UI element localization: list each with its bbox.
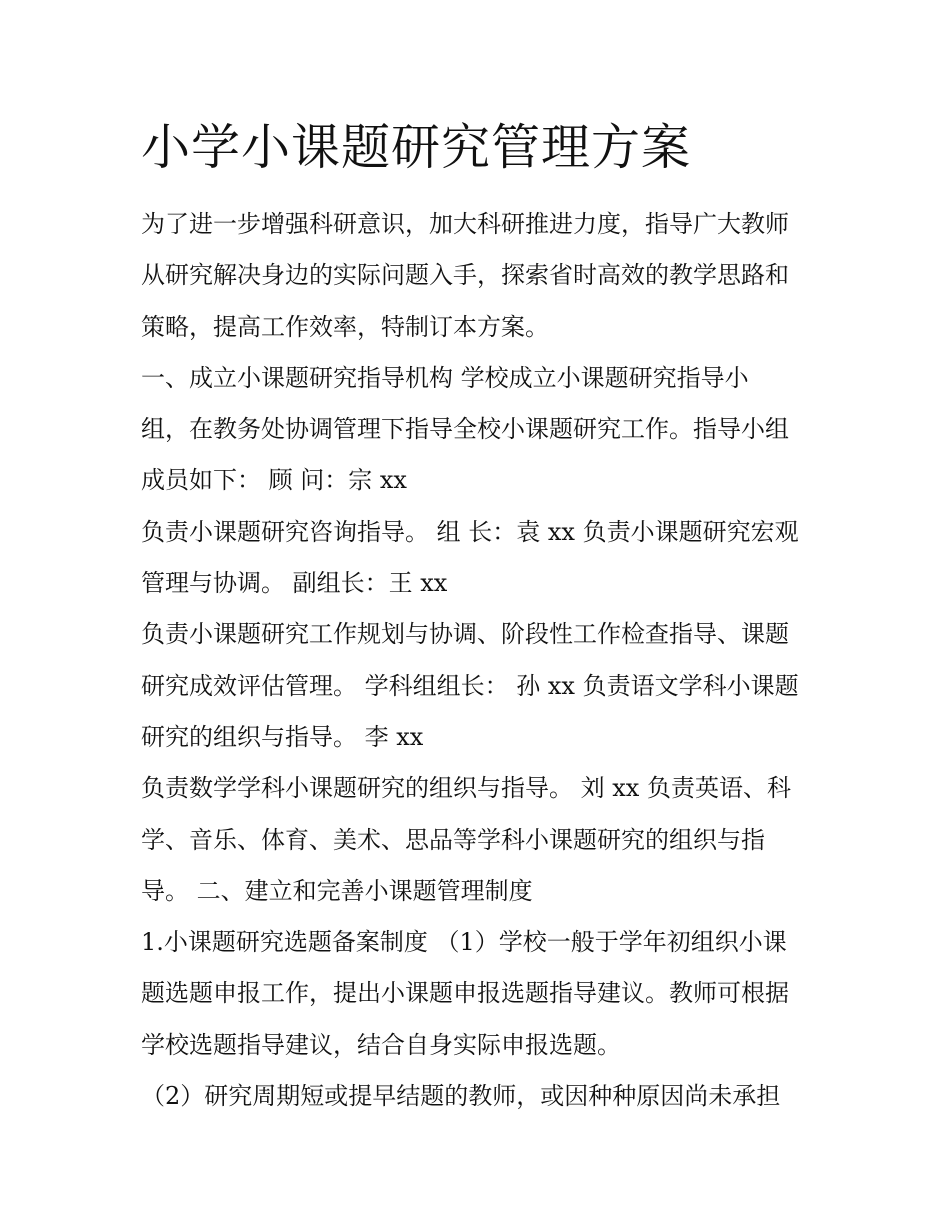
body-line-5: 组，在教务处协调管理下指导全校小课题研究工作。指导小组: [141, 415, 789, 444]
body-line-1: 为了进一步增强科研意识，加大科研推进力度，指导广大教师: [141, 210, 789, 238]
body-line-7: 负责小课题研究咨询指导。 组 长：袁 xx 负责小课题研究宏观: [141, 517, 799, 546]
body-line-3: 策略，提高工作效率，特制订本方案。: [141, 312, 549, 341]
body-line-17: 学校选题指导建议，结合自身实际申报选题。: [141, 1030, 621, 1059]
body-line-13: 学、音乐、体育、美术、思品等学科小课题研究的组织与指: [141, 825, 765, 854]
body-line-15: 1.小课题研究选题备案制度 （1）学校一般于学年初组织小课: [141, 928, 787, 957]
body-line-18: （2）研究周期短或提早结题的教师，或因种种原因尚未承担: [141, 1082, 781, 1111]
body-line-10: 研究成效评估管理。 学科组组长： 孙 xx 负责语文学科小课题: [141, 671, 799, 700]
body-line-2: 从研究解决身边的实际问题入手，探索省时高效的教学思路和: [141, 261, 789, 290]
body-line-16: 题选题申报工作，提出小课题申报选题指导建议。教师可根据: [141, 979, 789, 1008]
body-line-11: 研究的组织与指导。 李 xx: [141, 722, 424, 751]
body-line-14: 导。 二、建立和完善小课题管理制度: [141, 876, 533, 905]
body-line-12: 负责数学学科小课题研究的组织与指导。 刘 xx 负责英语、科: [141, 774, 791, 803]
body-line-4: 一、成立小课题研究指导机构 学校成立小课题研究指导小: [141, 363, 749, 392]
document-title: 小学小课题研究管理方案: [141, 119, 692, 176]
body-line-9: 负责小课题研究工作规划与协调、阶段性工作检查指导、课题: [141, 620, 789, 649]
body-line-6: 成员如下： 顾 问：宗 xx: [141, 466, 407, 495]
body-line-8: 管理与协调。 副组长：王 xx: [141, 569, 448, 598]
document-body: [141, 199, 821, 1122]
